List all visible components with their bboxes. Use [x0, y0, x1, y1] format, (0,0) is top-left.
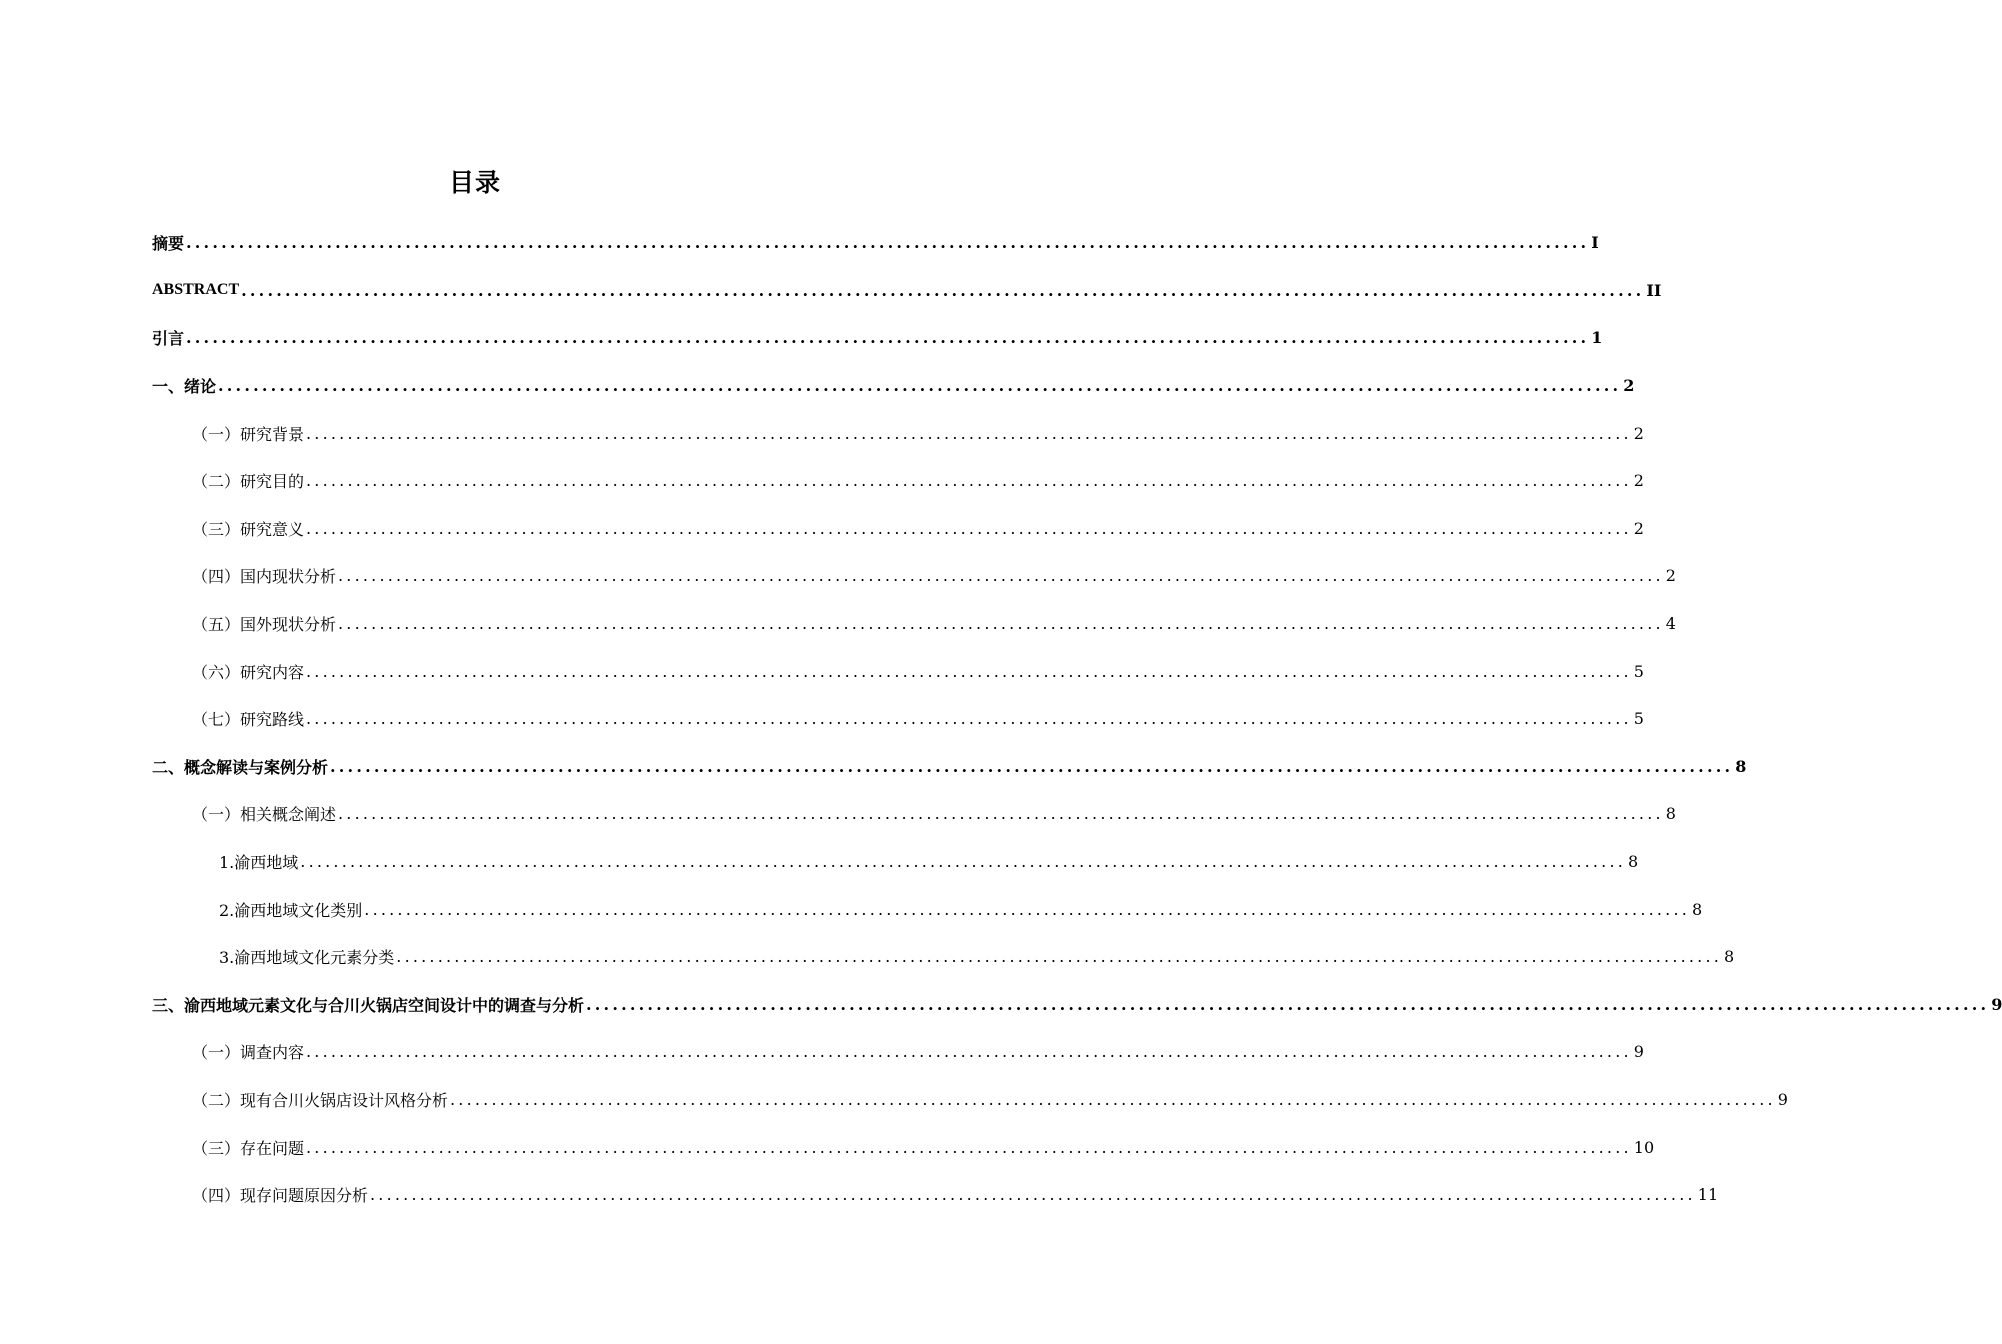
dot-leader: ................................................................................................................................................................: [306, 423, 1632, 443]
toc-entry-text: （二）现有合川火锅店设计风格分析: [192, 1090, 449, 1110]
dot-leader: ................................................................................................................................................................: [186, 233, 1590, 253]
toc-entry[interactable]: [0, 838, 1639, 886]
toc-entry[interactable]: [0, 505, 1644, 553]
toc-entry-text: （二）研究目的: [192, 472, 305, 492]
table-of-contents: [0, 219, 2002, 1218]
toc-entry[interactable]: [0, 409, 1644, 457]
toc-entry-page: 9: [1991, 994, 2002, 1014]
toc-entry[interactable]: [0, 1076, 1788, 1124]
dot-leader: ................................................................................................................................................................: [338, 804, 1664, 824]
toc-entry-text: 2.渝西地域文化类别: [219, 900, 363, 920]
toc-entry-text: （七）研究路线: [192, 710, 305, 730]
toc-entry-text: 1.渝西地域: [219, 853, 299, 873]
dot-leader: ................................................................................................................................................................: [306, 518, 1632, 538]
toc-entry-text: （一）调查内容: [192, 1043, 305, 1063]
dot-leader: ................................................................................................................................................................: [186, 328, 1590, 348]
toc-entry[interactable]: [0, 790, 1676, 838]
toc-entry-page: 2: [1633, 471, 1644, 491]
toc-entry-page: 5: [1633, 709, 1644, 729]
toc-entry-page: 8: [1665, 804, 1676, 824]
toc-entry-page: 2: [1633, 423, 1644, 443]
toc-entry-text: （一）研究背景: [192, 424, 305, 444]
dot-leader: ................................................................................................................................................................: [370, 1185, 1696, 1205]
toc-entry-page: I: [1591, 233, 1599, 253]
toc-entry-page: 2: [1633, 518, 1644, 538]
toc-entry[interactable]: [0, 743, 1747, 791]
page-title: 目录: [448, 168, 501, 197]
toc-entry[interactable]: [0, 219, 1599, 267]
toc-entry[interactable]: [0, 695, 1644, 743]
toc-entry-page: 8: [1692, 899, 1703, 919]
toc-entry-page: 4: [1665, 614, 1676, 634]
dot-leader: ................................................................................................................................................................: [218, 376, 1622, 396]
toc-entry-text: （六）研究内容: [192, 662, 305, 682]
toc-entry-page: 8: [1628, 852, 1639, 872]
toc-entry-text: （四）现存问题原因分析: [192, 1186, 369, 1206]
toc-entry[interactable]: [0, 885, 1703, 933]
dot-leader: ................................................................................................................................................................: [338, 614, 1664, 634]
toc-entry[interactable]: [0, 314, 1603, 362]
toc-entry[interactable]: [0, 362, 1635, 410]
toc-entry[interactable]: [0, 552, 1676, 600]
toc-entry-text: ABSTRACT: [152, 281, 240, 299]
toc-entry-page: 8: [1735, 756, 1747, 776]
toc-entry-page: 9: [1633, 1042, 1644, 1062]
dot-leader: ................................................................................................................................................................: [306, 471, 1632, 491]
dot-leader: ................................................................................................................................................................: [306, 709, 1632, 729]
toc-entry-page: II: [1646, 280, 1662, 300]
dot-leader: ................................................................................................................................................................: [306, 1042, 1632, 1062]
toc-entry[interactable]: [0, 647, 1644, 695]
toc-entry-text: （五）国外现状分析: [192, 615, 337, 635]
toc-entry[interactable]: [0, 457, 1644, 505]
toc-entry-page: 2: [1623, 376, 1635, 396]
toc-entry-text: （三）存在问题: [192, 1138, 305, 1158]
dot-leader: ................................................................................................................................................................: [300, 852, 1627, 872]
toc-entry-page: 5: [1633, 661, 1644, 681]
toc-entry-text: 引言: [152, 329, 185, 349]
dot-leader: ................................................................................................................................................................: [364, 899, 1691, 919]
dot-leader: ................................................................................................................................................................: [306, 661, 1632, 681]
toc-entry-text: 摘要: [152, 234, 185, 254]
toc-entry-page: 8: [1724, 947, 1735, 967]
toc-entry-text: （四）国内现状分析: [192, 567, 337, 587]
dot-leader: ................................................................................................................................................................: [306, 1137, 1632, 1157]
toc-entry-text: 3.渝西地域文化元素分类: [219, 948, 395, 968]
toc-entry[interactable]: [0, 1171, 1719, 1219]
toc-entry-page: 10: [1633, 1137, 1655, 1157]
dot-leader: ................................................................................................................................................................: [338, 566, 1664, 586]
toc-entry[interactable]: [0, 600, 1676, 648]
dot-leader: ................................................................................................................................................................: [450, 1089, 1776, 1109]
toc-entry-page: 11: [1697, 1185, 1719, 1205]
toc-entry-text: 三、渝西地域元素文化与合川火锅店空间设计中的调查与分析: [152, 995, 585, 1015]
toc-entry[interactable]: [0, 933, 1735, 981]
dot-leader: ................................................................................................................................................................: [241, 280, 1645, 300]
dot-leader: ................................................................................................................................................................: [330, 756, 1734, 776]
toc-entry[interactable]: [0, 1123, 1655, 1171]
toc-entry-text: 一、绪论: [152, 377, 217, 397]
dot-leader: ................................................................................................................................................................: [586, 994, 1990, 1014]
toc-entry-page: 1: [1591, 328, 1603, 348]
toc-entry[interactable]: [0, 981, 2002, 1029]
toc-entry[interactable]: [0, 267, 1662, 315]
toc-entry-text: （三）研究意义: [192, 519, 305, 539]
dot-leader: ................................................................................................................................................................: [396, 947, 1723, 967]
toc-entry[interactable]: [0, 1028, 1644, 1076]
toc-entry-text: 二、概念解读与案例分析: [152, 757, 329, 777]
toc-entry-text: （一）相关概念阐述: [192, 805, 337, 825]
toc-entry-page: 2: [1665, 566, 1676, 586]
toc-entry-page: 9: [1777, 1089, 1788, 1109]
